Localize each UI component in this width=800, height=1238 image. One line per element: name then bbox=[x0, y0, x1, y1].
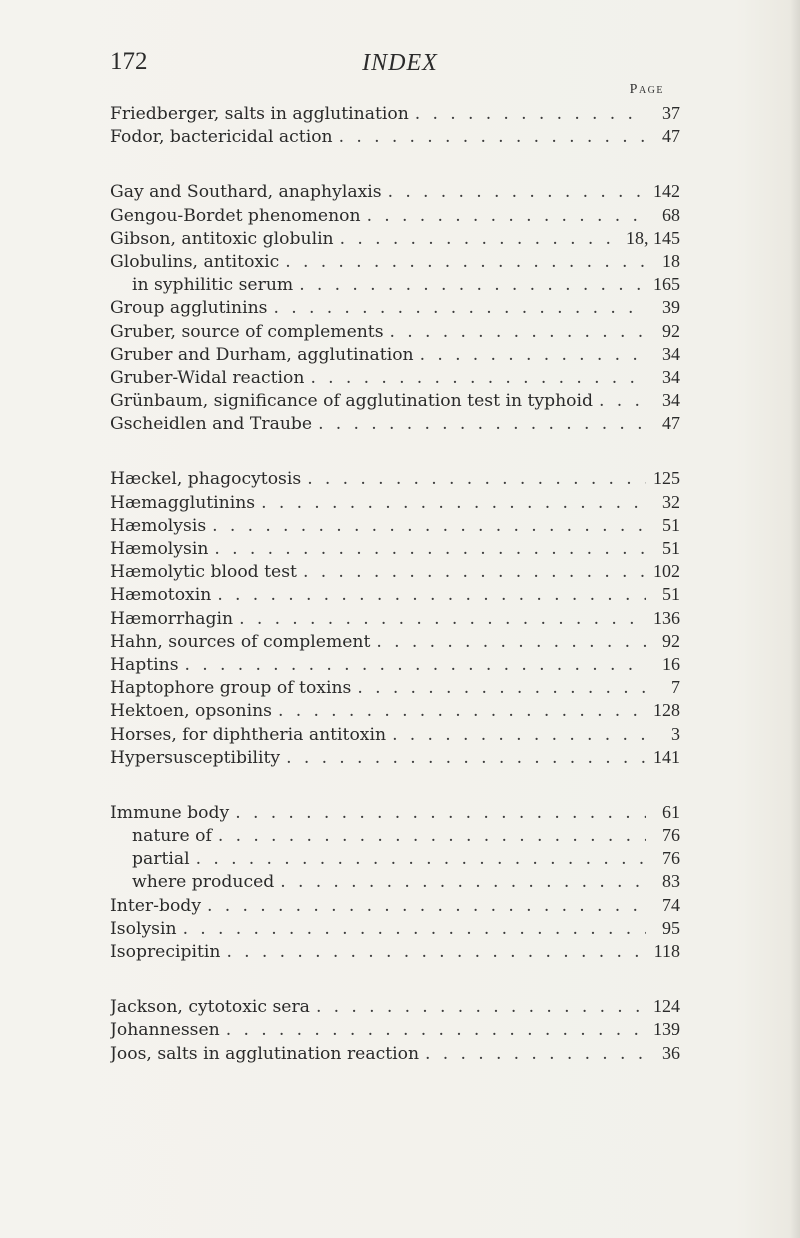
entry-term: Gengou-Bordet phenomenon bbox=[110, 205, 361, 226]
entry-page-numbers: 83 bbox=[662, 871, 680, 892]
dot-leader bbox=[425, 1043, 646, 1065]
entry-term: Hypersusceptibility bbox=[110, 747, 281, 768]
dot-leader bbox=[183, 918, 646, 940]
entry-term: Immune body bbox=[110, 802, 230, 823]
dot-leader bbox=[278, 700, 646, 722]
entry-page-numbers: 51 bbox=[662, 514, 680, 535]
entry-term: Hektoen, opsonins bbox=[110, 701, 272, 722]
entry-term: Isolysin bbox=[110, 918, 177, 939]
index-group bbox=[110, 180, 680, 435]
page-edge-shadow bbox=[790, 0, 800, 1238]
entry-page-numbers: 139 bbox=[653, 1019, 680, 1040]
entry-term: Gscheidlen and Traube bbox=[110, 414, 313, 435]
dot-leader bbox=[318, 413, 646, 435]
index-entry bbox=[110, 102, 680, 125]
entry-term: Friedberger, salts in agglutination bbox=[110, 104, 409, 124]
index-subentry bbox=[110, 824, 680, 847]
index-entry bbox=[110, 467, 680, 490]
entry-term: Gruber and Durham, agglutination bbox=[110, 344, 414, 365]
index-entry bbox=[110, 204, 680, 227]
entry-term: Gruber-Widal reaction bbox=[110, 367, 305, 388]
index-entry bbox=[110, 125, 680, 148]
entry-page-numbers: 47 bbox=[662, 126, 680, 147]
entry-term: Gibson, antitoxic globulin bbox=[110, 228, 334, 249]
dot-leader bbox=[261, 492, 646, 514]
entry-page-numbers: 34 bbox=[662, 343, 680, 364]
dot-leader bbox=[280, 871, 646, 893]
entry-page-numbers: 128 bbox=[653, 700, 680, 721]
entry-page-numbers: 124 bbox=[653, 996, 680, 1017]
dot-leader bbox=[420, 344, 646, 366]
dot-leader bbox=[235, 802, 646, 824]
entry-page-numbers: 142 bbox=[653, 181, 680, 202]
index-entry bbox=[110, 227, 680, 250]
dot-leader bbox=[599, 390, 646, 412]
entry-page-numbers: 95 bbox=[662, 917, 680, 938]
index-entry bbox=[110, 894, 680, 917]
index-entry bbox=[110, 995, 680, 1018]
entry-page-numbers: 76 bbox=[662, 825, 680, 846]
index-entry bbox=[110, 723, 680, 746]
dot-leader bbox=[286, 747, 646, 769]
dot-leader bbox=[390, 321, 646, 343]
index-subentry bbox=[110, 847, 680, 870]
entry-term: in syphilitic serum bbox=[132, 275, 294, 296]
entry-page-numbers: 18 bbox=[662, 250, 680, 271]
dot-leader bbox=[214, 538, 646, 560]
index-entry bbox=[110, 1042, 680, 1065]
dot-leader bbox=[357, 677, 646, 699]
entry-page-numbers: 92 bbox=[662, 630, 680, 651]
entry-page-numbers: 3 bbox=[671, 723, 680, 744]
index-entry bbox=[110, 250, 680, 273]
dot-leader bbox=[392, 724, 646, 746]
dot-leader bbox=[376, 631, 646, 653]
dot-leader bbox=[218, 825, 646, 847]
entry-term: Haptophore group of toxins bbox=[110, 678, 352, 699]
entry-page-numbers: 32 bbox=[662, 491, 680, 512]
entry-page-numbers: 18, 145 bbox=[626, 227, 680, 248]
entry-term: Hæmolysis bbox=[110, 515, 207, 536]
index-entry bbox=[110, 917, 680, 940]
index-entry bbox=[110, 801, 680, 824]
entry-term: Gay and Southard, anaphylaxis bbox=[110, 182, 382, 203]
index-entry bbox=[110, 514, 680, 537]
entry-page-numbers: 36 bbox=[662, 1042, 680, 1063]
dot-leader bbox=[367, 205, 646, 227]
dot-leader bbox=[339, 126, 646, 148]
dot-leader bbox=[285, 251, 646, 273]
index-entry bbox=[110, 296, 680, 319]
dot-leader bbox=[212, 515, 646, 537]
index-entry bbox=[110, 746, 680, 769]
index-group bbox=[110, 995, 680, 1065]
dot-leader bbox=[316, 996, 646, 1018]
entry-term: Hæmotoxin bbox=[110, 585, 212, 606]
index-group bbox=[110, 467, 680, 768]
entry-term: Hæmorrhagin bbox=[110, 608, 234, 629]
dot-leader bbox=[340, 228, 620, 250]
entry-page-numbers: 141 bbox=[653, 746, 680, 767]
dot-leader bbox=[310, 367, 646, 389]
entry-page-numbers: 34 bbox=[662, 366, 680, 387]
entry-page-numbers: 136 bbox=[653, 607, 680, 628]
index-subentry bbox=[110, 870, 680, 893]
entry-term: partial bbox=[132, 849, 190, 870]
entry-term: Group agglutinins bbox=[110, 298, 268, 319]
entry-page-numbers: 7 bbox=[671, 677, 680, 698]
index-entry bbox=[110, 366, 680, 389]
dot-leader bbox=[226, 1019, 646, 1041]
dot-leader bbox=[299, 274, 646, 296]
entry-term: nature of bbox=[132, 826, 212, 847]
index-subentry bbox=[110, 273, 680, 296]
entry-page-numbers: 165 bbox=[653, 274, 680, 295]
index-entry bbox=[110, 560, 680, 583]
dot-leader bbox=[217, 584, 646, 606]
entry-term: Inter-body bbox=[110, 895, 202, 916]
entry-page-numbers: 74 bbox=[662, 894, 680, 915]
index-group bbox=[110, 801, 680, 963]
entry-page-numbers: 118 bbox=[653, 941, 680, 961]
index-entry bbox=[110, 699, 680, 722]
entry-page-numbers: 125 bbox=[653, 468, 680, 489]
entry-term: Gruber, source of complements bbox=[110, 321, 384, 342]
index-list bbox=[110, 102, 680, 1097]
index-entry bbox=[110, 583, 680, 606]
index-entry bbox=[110, 180, 680, 203]
index-entry bbox=[110, 607, 680, 630]
entry-term: Fodor, bactericidal action bbox=[110, 127, 333, 148]
entry-page-numbers: 92 bbox=[662, 320, 680, 341]
entry-page-numbers: 61 bbox=[662, 801, 680, 822]
index-entry bbox=[110, 653, 680, 676]
index-entry bbox=[110, 537, 680, 560]
entry-page-numbers: 39 bbox=[662, 297, 680, 318]
dot-leader bbox=[274, 297, 646, 319]
entry-page-numbers: 16 bbox=[662, 653, 680, 674]
entry-term: Horses, for diphtheria antitoxin bbox=[110, 724, 387, 745]
entry-term: Grünbaum, significance of agglutination test in typhoid bbox=[110, 391, 594, 412]
entry-term: Jackson, cytotoxic sera bbox=[110, 997, 310, 1018]
index-entry bbox=[110, 343, 680, 366]
dot-leader bbox=[303, 561, 646, 583]
dot-leader bbox=[196, 848, 646, 870]
dot-leader bbox=[207, 895, 646, 917]
entry-term: Globulins, antitoxic bbox=[110, 251, 280, 272]
entry-page-numbers: 51 bbox=[662, 584, 680, 605]
entry-term: where produced bbox=[132, 872, 275, 893]
entry-term: Hæmagglutinins bbox=[110, 492, 256, 513]
entry-page-numbers: 51 bbox=[662, 538, 680, 558]
entry-term: Haptins bbox=[110, 654, 179, 675]
index-entry bbox=[110, 940, 680, 963]
index-entry bbox=[110, 676, 680, 699]
running-head bbox=[0, 48, 800, 88]
index-entry bbox=[110, 630, 680, 653]
index-group bbox=[110, 102, 680, 148]
entry-page-numbers: 102 bbox=[653, 561, 680, 582]
entry-page-numbers: 37 bbox=[662, 103, 680, 123]
dot-leader bbox=[388, 181, 646, 203]
entry-term: Joos, salts in agglutination reaction bbox=[110, 1043, 420, 1064]
entry-page-numbers: 76 bbox=[662, 848, 680, 869]
entry-term: Hahn, sources of complement bbox=[110, 631, 371, 652]
dot-leader bbox=[239, 608, 646, 630]
entry-term: Johannessen bbox=[110, 1020, 220, 1041]
index-entry bbox=[110, 491, 680, 514]
page-title: INDEX bbox=[362, 50, 438, 76]
entry-page-numbers: 47 bbox=[662, 413, 680, 434]
entry-term: Hæmolytic blood test bbox=[110, 562, 297, 583]
index-entry bbox=[110, 1018, 680, 1041]
entry-page-numbers: 34 bbox=[662, 390, 680, 411]
index-entry bbox=[110, 389, 680, 412]
dot-leader bbox=[415, 103, 646, 125]
page-column-label: Page bbox=[629, 82, 664, 97]
dot-leader bbox=[185, 654, 646, 676]
entry-term: Hæmolysin bbox=[110, 539, 209, 559]
dot-leader bbox=[307, 468, 646, 490]
entry-term: Isoprecipitin bbox=[110, 942, 221, 962]
dot-leader bbox=[226, 941, 646, 963]
entry-term: Hæckel, phagocytosis bbox=[110, 469, 302, 490]
index-entry bbox=[110, 320, 680, 343]
entry-page-numbers: 68 bbox=[662, 204, 680, 225]
index-entry bbox=[110, 412, 680, 435]
page-number: 172 bbox=[110, 48, 148, 75]
